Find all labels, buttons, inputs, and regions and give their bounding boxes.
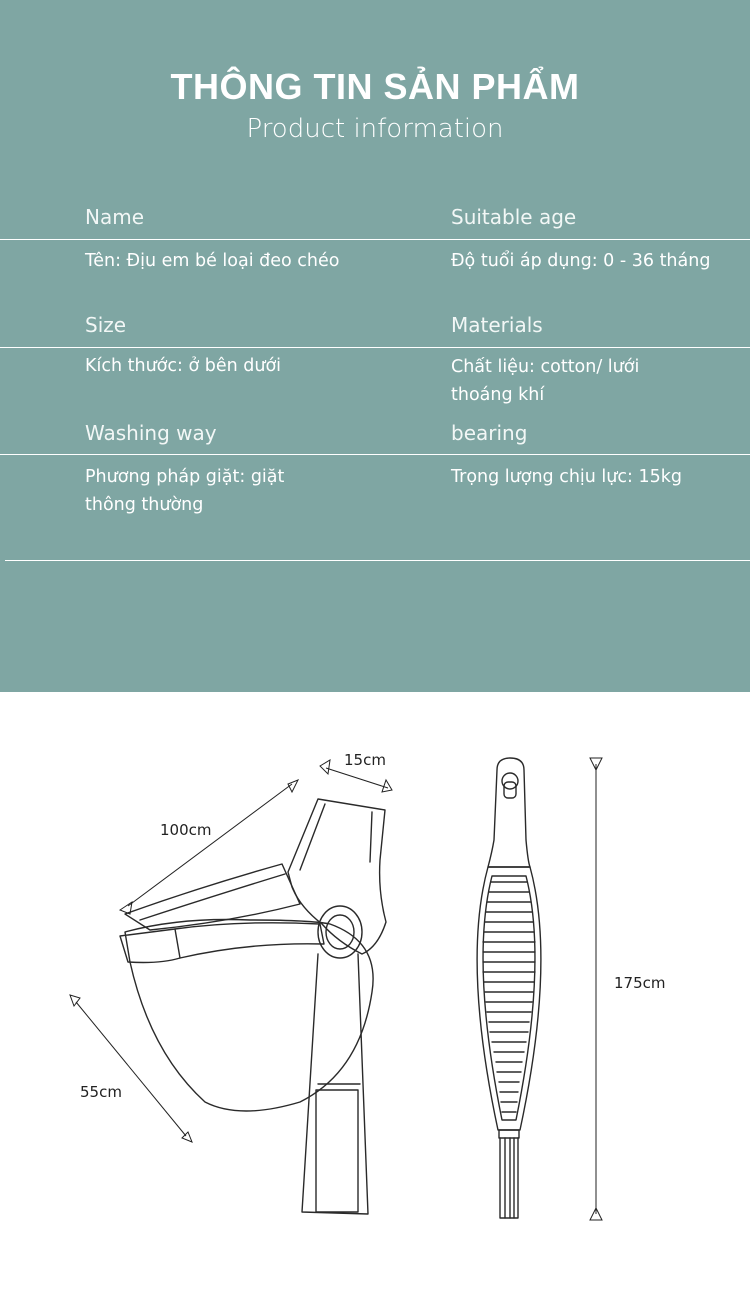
field-value-size: Kích thước: ở bên dưới (85, 356, 282, 376)
field-value-suitable-age: Độ tuổi áp dụng: 0 - 36 tháng (451, 251, 711, 271)
dimension-label-175cm: 175cm (614, 974, 666, 992)
divider (5, 560, 750, 561)
sling-front-view (477, 758, 541, 1218)
field-label-washing-way: Washing way (85, 421, 217, 445)
dimension-label-15cm: 15cm (344, 751, 386, 769)
dimension-label-55cm: 55cm (80, 1083, 122, 1101)
divider (0, 239, 750, 240)
page-subtitle: Product information (246, 114, 504, 144)
field-value-materials: Chất liệu: cotton/ lưới thoáng khí (451, 357, 640, 405)
dimension-label-100cm: 100cm (160, 821, 212, 839)
dimension-lines (70, 758, 602, 1220)
divider (0, 347, 750, 348)
field-label-bearing: bearing (451, 421, 528, 445)
divider (0, 454, 750, 455)
page-title: THÔNG TIN SẢN PHẨM (170, 66, 580, 107)
mesh-stripes (483, 882, 535, 1112)
field-value-washing-way: Phương pháp giặt: giặt thông thường (85, 467, 285, 515)
field-label-size: Size (85, 313, 127, 337)
size-diagram (0, 692, 750, 1291)
field-value-name: Tên: Địu em bé loại đeo chéo (85, 251, 340, 271)
field-label-name: Name (85, 205, 145, 229)
field-label-materials: Materials (451, 313, 543, 337)
field-label-suitable-age: Suitable age (451, 205, 577, 229)
field-value-bearing: Trọng lượng chịu lực: 15kg (451, 467, 682, 487)
sling-side-view (120, 799, 386, 1214)
